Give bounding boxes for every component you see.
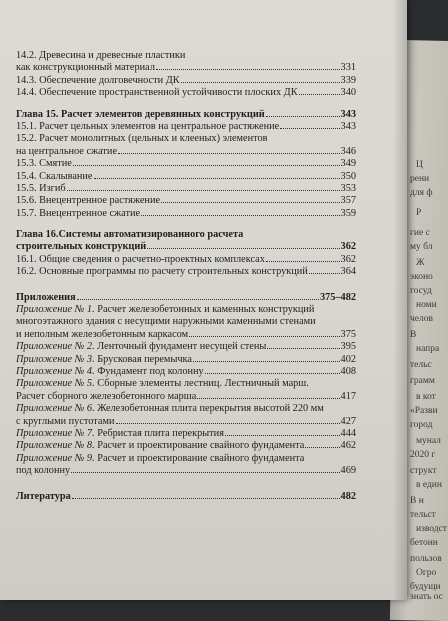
toc-entry-line [16, 465, 356, 477]
page-number: 417 [340, 390, 356, 402]
toc-entry-title: 15.6. Внецентренное растяжение [16, 195, 161, 207]
page-number: 402 [340, 353, 356, 365]
page-number: 375–482 [319, 291, 356, 303]
dot-leader [266, 116, 340, 117]
dot-leader [116, 423, 340, 424]
chapter-title: Глава 15. Расчет элементов деревянных конструкций [16, 108, 265, 120]
toc-entry-text [16, 354, 192, 366]
toc-entry-title: Расчет и проектирование свайного фундамента [94, 440, 305, 452]
dot-leader [193, 361, 340, 362]
appendix-label: Приложение № 1. [16, 304, 95, 316]
toc-entry-text: Железобетонная плита перекрытия высотой 220 мм [94, 403, 324, 415]
dot-leader [71, 472, 339, 473]
toc-entry-line [16, 183, 356, 195]
toc-entry-text [16, 416, 115, 428]
right-page-fragment: в кот [416, 392, 436, 402]
spacer [16, 100, 356, 109]
right-page-fragment: Р [416, 208, 422, 218]
page-number: 343 [340, 120, 356, 132]
toc-entry-text [16, 208, 140, 220]
appendix-label: Приложение № 7. [16, 427, 95, 439]
dot-leader [205, 373, 340, 374]
dot-leader [118, 153, 340, 154]
toc-entry-title: Брусковая перемычка [94, 353, 192, 365]
appendix-label: Приложение № 5. [16, 378, 95, 390]
toc-entry-line [16, 453, 356, 465]
appendix-label: Приложение № 9. [16, 452, 95, 464]
toc-entry-line [16, 316, 356, 328]
toc-entry-text [16, 87, 298, 99]
right-page-fragment: изводст [416, 524, 447, 534]
right-page-fragment: челов [410, 314, 433, 324]
toc-entry[interactable] [16, 121, 356, 133]
dot-leader [67, 190, 340, 191]
page-number: 362 [340, 253, 356, 265]
toc-entry-title: на центральное сжатие [16, 145, 118, 157]
toc-entry-title: Ребристая плита перекрытия [94, 427, 224, 439]
toc-entry-line [16, 366, 356, 378]
chapter-heading[interactable] [16, 109, 356, 121]
dot-leader [305, 447, 339, 448]
toc-entry-line [16, 133, 356, 145]
right-page-fragment: грамм [410, 376, 435, 386]
right-page-fragment: эконо [410, 272, 433, 282]
toc-entry-text: Сборные элементы лестниц. Лестничный марш. [94, 378, 309, 390]
page-number: 364 [340, 266, 356, 278]
toc-entry-text [16, 266, 308, 278]
appendix-label: Приложение № 4. [16, 365, 95, 377]
toc-entry-text: 15.2. Расчет монолитных (цельных и клееных) элементов [16, 133, 268, 145]
toc-entry-line [16, 62, 356, 74]
appendix-label: Приложение № 6. [16, 403, 95, 415]
toc-entry-text [16, 440, 304, 452]
toc-entry-line [16, 440, 356, 452]
page-number: 427 [340, 415, 356, 427]
spacer [16, 220, 356, 229]
toc-entry-line [16, 254, 356, 266]
right-page-fragment: для ф [410, 188, 433, 198]
toc-entry[interactable] [16, 50, 356, 75]
appendix-heading[interactable] [16, 292, 356, 304]
right-page-fragment: 2020 г [410, 450, 436, 460]
toc-entry-text: Расчет железобетонных и каменных конструкций [94, 304, 315, 316]
page-number: 444 [340, 427, 356, 439]
toc-entry-text [16, 195, 160, 207]
toc-entry-text: 14.2. Древесина и древесные пластики [16, 50, 186, 61]
dot-leader [309, 273, 340, 274]
toc-entry-title: 16.1. Общие сведения о расчетно-проектных комплексах [16, 253, 265, 265]
dot-leader [161, 202, 340, 203]
right-page-fragment: «Разви [410, 406, 438, 416]
chapter-title: строительных конструкций [16, 241, 147, 253]
toc-entry-line [16, 266, 356, 278]
toc-entry[interactable] [16, 440, 356, 452]
page-number: 462 [340, 440, 356, 452]
page-number: 349 [340, 158, 356, 170]
dot-leader [197, 398, 339, 399]
toc-entry-title: и неполным железобетонным каркасом [16, 328, 189, 340]
toc-entry-title: 15.1. Расчет цельных элементов на центральное растяжение [16, 120, 280, 132]
toc-entry[interactable] [16, 266, 356, 278]
toc-entry-title: как конструкционный материал [16, 62, 155, 74]
right-page-fragment: пользов [410, 554, 442, 564]
toc-entry-line [16, 403, 356, 415]
toc-entry[interactable] [16, 171, 356, 183]
right-page-fragment: бетонн [410, 538, 438, 548]
toc-entry-line [16, 75, 356, 87]
right-page-fragment: Огро [416, 568, 437, 578]
page-number: 359 [340, 207, 356, 219]
toc-entry-title: с круглыми пустотами [16, 415, 115, 427]
toc-entry-title: 14.3. Обеспечение долговечности ДК [16, 74, 180, 86]
page-number: 350 [340, 170, 356, 182]
right-page-fragment: рени [410, 174, 430, 184]
right-page-fragment: госуд [410, 286, 432, 296]
right-page-fragment: тельст [410, 510, 436, 520]
page-number: 408 [340, 365, 356, 377]
page-number: 331 [340, 62, 356, 74]
dot-leader [141, 215, 339, 216]
dot-leader [73, 165, 340, 166]
toc-entry[interactable] [16, 87, 356, 99]
toc-entry-line [16, 428, 356, 440]
page-number: 346 [340, 145, 356, 157]
toc-entry-line [16, 121, 356, 133]
toc-entry-text: многоэтажного здания с несущими наружными каменными стенами [16, 316, 316, 328]
appendix-title: Приложения [16, 291, 76, 303]
toc-entry[interactable] [16, 195, 356, 207]
table-of-contents [16, 50, 356, 503]
right-page-fragment: гие с [410, 228, 430, 238]
toc-entry-title: Ленточный фундамент несущей стены [94, 341, 267, 353]
toc-entry-title: 16.2. Основные программы по расчету строительных конструкций [16, 266, 308, 278]
toc-entry-line [16, 341, 356, 353]
toc-entry-line [16, 171, 356, 183]
toc-entry-line [16, 304, 356, 316]
dot-leader [156, 69, 340, 70]
toc-entry-title: 15.3. Смятие [16, 158, 72, 170]
toc-entry-title: 14.4. Обеспечение пространственной устойчивости плоских ДК [16, 87, 298, 99]
page-number: 340 [340, 87, 356, 99]
right-page-fragment: В н [410, 496, 424, 506]
toc-entry-text [16, 329, 188, 341]
dot-leader [181, 82, 340, 83]
page-number: 482 [340, 490, 356, 502]
toc-entry[interactable] [16, 341, 356, 353]
toc-entry[interactable] [16, 403, 356, 428]
right-page-fragment: В [410, 330, 417, 340]
toc-entry[interactable] [16, 453, 356, 478]
toc-entry-title: 15.7. Внецентренное сжатие [16, 207, 141, 219]
right-page-fragment: город [410, 420, 433, 430]
toc-entry-text [16, 254, 265, 266]
toc-entry-line [16, 416, 356, 428]
page-number: 343 [340, 108, 356, 120]
toc-entry[interactable] [16, 428, 356, 440]
toc-entry-line [16, 208, 356, 220]
appendix-label: Приложение № 3. [16, 353, 95, 365]
dot-leader [147, 248, 339, 249]
toc-entry-text: Расчет и проектирование свайного фундамента [94, 452, 305, 464]
toc-entry-text [16, 341, 266, 353]
toc-entry[interactable] [16, 133, 356, 158]
toc-entry[interactable] [16, 304, 356, 341]
dot-leader [225, 435, 340, 436]
dot-leader [189, 336, 339, 337]
right-page-fragment: структ [410, 466, 437, 476]
toc-entry[interactable] [16, 254, 356, 266]
toc-entry-line [16, 158, 356, 170]
toc-entry[interactable] [16, 208, 356, 220]
toc-entry-text [16, 75, 180, 87]
toc-entry[interactable] [16, 183, 356, 195]
page-number: 339 [340, 74, 356, 86]
page-number: 357 [340, 195, 356, 207]
toc-entry-text [16, 183, 66, 195]
toc-entry[interactable] [16, 366, 356, 378]
toc-entry-line [16, 329, 356, 341]
toc-entry-line [16, 378, 356, 390]
right-page-fragment: напра [416, 344, 440, 354]
right-page-fragment: мунал [416, 436, 441, 446]
right-page-fragment: в един [416, 480, 442, 490]
page-number: 469 [340, 465, 356, 477]
literature-heading[interactable] [16, 491, 356, 503]
toc-entry-text [16, 62, 155, 74]
dot-leader [280, 128, 339, 129]
dot-leader [77, 299, 319, 300]
dot-leader [299, 94, 340, 95]
toc-entry-text [16, 121, 279, 133]
dot-leader [94, 178, 340, 179]
right-page-fragment: тельс [410, 360, 432, 370]
page-number: 375 [340, 328, 356, 340]
toc-entry-title: 15.4. Скалывание [16, 170, 93, 182]
toc-entry-text [16, 146, 117, 158]
right-page-fragment: знать ос [410, 592, 443, 602]
toc-entry-line [16, 195, 356, 207]
toc-entry[interactable] [16, 158, 356, 170]
chapter-heading[interactable] [16, 241, 356, 253]
right-page-fragment: будущи [410, 582, 441, 592]
toc-entry-text [16, 366, 204, 378]
toc-entry-line [16, 391, 356, 403]
literature-title: Литература [16, 490, 71, 502]
toc-entry-title: под колонну [16, 465, 71, 477]
toc-entry-line [16, 50, 356, 62]
right-page-fragment: Ж [416, 258, 425, 268]
toc-entry-line [16, 146, 356, 158]
right-page-fragment: му бл [410, 242, 433, 252]
right-page-fragment: Ц [416, 160, 423, 170]
toc-entry-title: Фундамент под колонну [94, 365, 204, 377]
toc-entry-title: 15.5. Изгиб [16, 182, 66, 194]
toc-entry-text [16, 391, 196, 403]
page-number: 395 [340, 341, 356, 353]
spacer [16, 478, 356, 491]
dot-leader [266, 261, 340, 262]
toc-entry-text [16, 171, 93, 183]
toc-entry-text [16, 158, 72, 170]
toc-entry[interactable] [16, 378, 356, 403]
page-number: 362 [340, 241, 356, 253]
toc-entry-line [16, 87, 356, 99]
chapter-heading-line: Глава 16.Системы автоматизированного расчета [16, 229, 244, 241]
toc-entry-text [16, 428, 224, 440]
right-page-fragment: номи [416, 300, 437, 310]
dot-leader [267, 348, 339, 349]
spacer [16, 279, 356, 292]
page-number: 353 [340, 182, 356, 194]
toc-entry-title: Расчет сборного железобетонного марша [16, 390, 197, 402]
toc-entry-line [16, 354, 356, 366]
dot-leader [72, 498, 340, 499]
toc-entry-text [16, 465, 70, 477]
appendix-label: Приложение № 2. [16, 341, 95, 353]
toc-entry[interactable] [16, 354, 356, 366]
appendix-label: Приложение № 8. [16, 440, 95, 452]
toc-entry[interactable] [16, 75, 356, 87]
